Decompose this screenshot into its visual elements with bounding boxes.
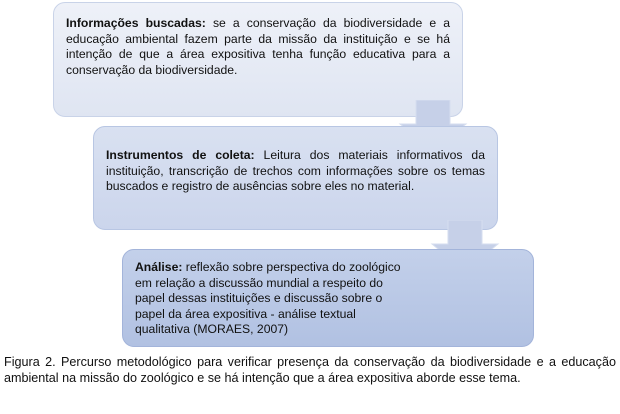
step-description: Leitura dos materiais informativos da instituição, transcrição de trechos com informações sobre os temas buscados e registro de ausências sobre eles no material.: [106, 148, 485, 194]
step-description: se a conservação da biodiversidade e a educação ambiental fazem parte da missão da instituição e se há intenção de que a área expositiva tenha função educativa para a conservação da biodiversidade.: [66, 16, 450, 77]
step-box-instrumentos: [93, 126, 498, 230]
step-heading: Informações buscadas:: [66, 16, 206, 30]
step-heading: Instrumentos de coleta:: [106, 148, 255, 162]
step-box-analise: [122, 249, 534, 347]
step-heading: Análise:: [135, 260, 183, 274]
step-text: [135, 260, 521, 338]
step-text: [66, 16, 450, 78]
step-text: [106, 148, 485, 195]
figure-caption: Figura 2. Percurso metodológico para verificar presença da conservação da biodiversidade e a educação ambiental na missão do zoológico e se há intenção que a área expositiva aborde esse tema.: [4, 355, 616, 385]
step-description: reflexão sobre perspectiva do zoológico em relação a discussão mundial a respeito do papel dessas instituições e discussão sobre o papel da área expositiva - análise textual qualitativa (MORAES, 2007): [135, 260, 401, 337]
